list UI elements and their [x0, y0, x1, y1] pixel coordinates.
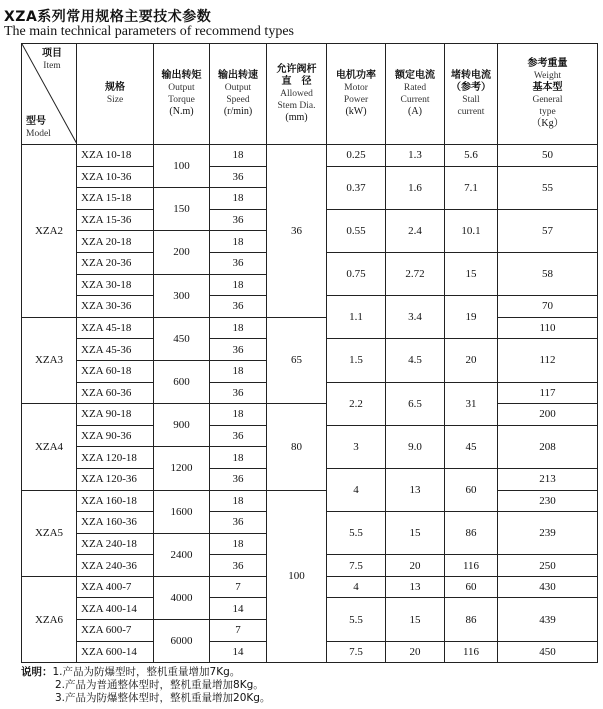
weight-cell: 55	[498, 166, 598, 209]
speed-cell: 18	[210, 404, 267, 426]
current-cell: 15	[386, 512, 445, 555]
size-cell: XZA 10-36	[77, 166, 154, 188]
torque-cell: 600	[154, 360, 210, 403]
speed-cell: 18	[210, 360, 267, 382]
size-cell: XZA 120-18	[77, 447, 154, 469]
table-row	[22, 404, 598, 426]
weight-cell: 239	[498, 512, 598, 555]
table-row	[22, 145, 598, 167]
size-cell: XZA 600-14	[77, 641, 154, 663]
current-cell: 6.5	[386, 382, 445, 425]
current-cell: 1.3	[386, 145, 445, 167]
weight-cell: 208	[498, 425, 598, 468]
weight-cell: 439	[498, 598, 598, 641]
power-cell: 3	[327, 425, 386, 468]
current-cell: 4.5	[386, 339, 445, 382]
power-cell: 1.1	[327, 296, 386, 339]
speed-cell: 18	[210, 274, 267, 296]
power-cell: 0.55	[327, 209, 386, 252]
current-header: 额定电流 Rated Current (A)	[386, 44, 445, 145]
speed-cell: 18	[210, 447, 267, 469]
power-cell: 7.5	[327, 641, 386, 663]
stall-cell: 116	[445, 641, 498, 663]
stall-cell: 7.1	[445, 166, 498, 209]
speed-cell: 18	[210, 231, 267, 253]
stem-dia-cell: 65	[267, 317, 327, 403]
stall-cell: 10.1	[445, 209, 498, 252]
stall-cell: 19	[445, 296, 498, 339]
speed-cell: 18	[210, 188, 267, 210]
stem-dia-header: 允许阀杆 直 径 Allowed Stem Dia. (mm)	[267, 44, 327, 145]
current-cell: 20	[386, 641, 445, 663]
size-cell: XZA 45-36	[77, 339, 154, 361]
speed-cell: 36	[210, 296, 267, 318]
size-cell: XZA 20-18	[77, 231, 154, 253]
current-cell: 9.0	[386, 425, 445, 468]
size-cell: XZA 240-18	[77, 533, 154, 555]
weight-cell: 430	[498, 576, 598, 598]
size-cell: XZA 600-7	[77, 620, 154, 642]
size-cell: XZA 15-18	[77, 188, 154, 210]
power-cell: 2.2	[327, 382, 386, 425]
size-cell: XZA 10-18	[77, 145, 154, 167]
torque-cell: 150	[154, 188, 210, 231]
size-cell: XZA 60-36	[77, 382, 154, 404]
model-cell: XZA4	[22, 404, 77, 490]
stem-dia-cell: 100	[267, 490, 327, 663]
speed-cell: 18	[210, 533, 267, 555]
speed-cell: 36	[210, 512, 267, 534]
torque-cell: 6000	[154, 620, 210, 663]
note-item: 3.产品为防爆整体型时，整机重量增加20Kg。	[55, 692, 271, 704]
torque-cell: 100	[154, 145, 210, 188]
torque-cell: 1600	[154, 490, 210, 533]
speed-cell: 36	[210, 252, 267, 274]
stall-cell: 60	[445, 576, 498, 598]
speed-cell: 36	[210, 339, 267, 361]
power-cell: 0.37	[327, 166, 386, 209]
stall-header: 堵转电流 （参考） Stall current	[445, 44, 498, 145]
size-cell: XZA 60-18	[77, 360, 154, 382]
model-cell: XZA5	[22, 490, 77, 576]
table-row	[22, 490, 598, 512]
model-cell: XZA3	[22, 317, 77, 403]
size-cell: XZA 400-14	[77, 598, 154, 620]
model-label: 型号 Model	[26, 116, 51, 139]
speed-cell: 7	[210, 620, 267, 642]
torque-cell: 450	[154, 317, 210, 360]
current-cell: 15	[386, 598, 445, 641]
stall-cell: 86	[445, 512, 498, 555]
torque-cell: 2400	[154, 533, 210, 576]
speed-cell: 18	[210, 145, 267, 167]
current-cell: 1.6	[386, 166, 445, 209]
page-title-en: The main technical parameters of recommend types	[4, 24, 294, 39]
model-cell: XZA2	[22, 145, 77, 318]
torque-cell: 1200	[154, 447, 210, 490]
weight-cell: 250	[498, 555, 598, 577]
power-cell: 4	[327, 576, 386, 598]
notes-section	[21, 666, 270, 705]
weight-cell: 58	[498, 252, 598, 295]
size-cell: XZA 400-7	[77, 576, 154, 598]
current-cell: 20	[386, 555, 445, 577]
model-cell: XZA6	[22, 576, 77, 662]
weight-cell: 450	[498, 641, 598, 663]
speed-cell: 36	[210, 209, 267, 231]
note-line	[21, 666, 270, 679]
item-label: 项目 Item	[42, 48, 62, 71]
speed-cell: 18	[210, 317, 267, 339]
page-title-cn: XZA系列常用规格主要技术参数	[4, 9, 212, 25]
power-cell: 0.25	[327, 145, 386, 167]
stem-dia-cell: 36	[267, 145, 327, 318]
current-cell: 3.4	[386, 296, 445, 339]
power-header: 电机功率 Motor Power (kW)	[327, 44, 386, 145]
size-cell: XZA 90-18	[77, 404, 154, 426]
torque-cell: 200	[154, 231, 210, 274]
weight-cell: 50	[498, 145, 598, 167]
weight-cell: 213	[498, 468, 598, 490]
speed-cell: 36	[210, 425, 267, 447]
size-cell: XZA 240-36	[77, 555, 154, 577]
torque-header: 输出转矩 Output Torque (N.m)	[154, 44, 210, 145]
torque-cell: 4000	[154, 576, 210, 619]
size-cell: XZA 160-36	[77, 512, 154, 534]
speed-cell: 14	[210, 598, 267, 620]
size-cell: XZA 30-36	[77, 296, 154, 318]
size-cell: XZA 30-18	[77, 274, 154, 296]
size-cell: XZA 120-36	[77, 468, 154, 490]
stall-cell: 5.6	[445, 145, 498, 167]
stall-cell: 20	[445, 339, 498, 382]
weight-cell: 200	[498, 404, 598, 426]
note-item: 2.产品为普通整体型时，整机重量增加8Kg。	[55, 679, 264, 691]
weight-cell: 112	[498, 339, 598, 382]
power-cell: 4	[327, 468, 386, 511]
stall-cell: 45	[445, 425, 498, 468]
speed-cell: 7	[210, 576, 267, 598]
power-cell: 0.75	[327, 252, 386, 295]
header-row	[22, 44, 598, 145]
notes-label: 说明：	[21, 666, 53, 678]
stall-cell: 15	[445, 252, 498, 295]
current-cell: 13	[386, 468, 445, 511]
stall-cell: 116	[445, 555, 498, 577]
weight-cell: 70	[498, 296, 598, 318]
table-row	[22, 317, 598, 339]
speed-cell: 18	[210, 490, 267, 512]
size-cell: XZA 160-18	[77, 490, 154, 512]
stall-cell: 31	[445, 382, 498, 425]
size-cell: XZA 15-36	[77, 209, 154, 231]
speed-header: 输出转速 Output Speed (r/min)	[210, 44, 267, 145]
torque-cell: 300	[154, 274, 210, 317]
current-cell: 2.4	[386, 209, 445, 252]
size-cell: XZA 90-36	[77, 425, 154, 447]
weight-cell: 110	[498, 317, 598, 339]
weight-cell: 117	[498, 382, 598, 404]
speed-cell: 36	[210, 382, 267, 404]
speed-cell: 14	[210, 641, 267, 663]
current-cell: 2.72	[386, 252, 445, 295]
power-cell: 5.5	[327, 598, 386, 641]
stem-dia-cell: 80	[267, 404, 327, 490]
weight-cell: 57	[498, 209, 598, 252]
weight-cell: 230	[498, 490, 598, 512]
size-header: 规格 Size	[77, 44, 154, 145]
power-cell: 5.5	[327, 512, 386, 555]
stall-cell: 86	[445, 598, 498, 641]
diagonal-header-cell	[22, 44, 77, 145]
spec-table-wrapper	[21, 43, 597, 663]
power-cell: 1.5	[327, 339, 386, 382]
stall-cell: 60	[445, 468, 498, 511]
spec-table	[21, 43, 598, 663]
current-cell: 13	[386, 576, 445, 598]
speed-cell: 36	[210, 555, 267, 577]
weight-header: 参考重量 Weight 基本型 General type （Kg）	[498, 44, 598, 145]
speed-cell: 36	[210, 468, 267, 490]
size-cell: XZA 45-18	[77, 317, 154, 339]
note-item: 1.产品为防爆型时，整机重量增加7Kg。	[52, 666, 241, 678]
power-cell: 7.5	[327, 555, 386, 577]
size-cell: XZA 20-36	[77, 252, 154, 274]
torque-cell: 900	[154, 404, 210, 447]
speed-cell: 36	[210, 166, 267, 188]
